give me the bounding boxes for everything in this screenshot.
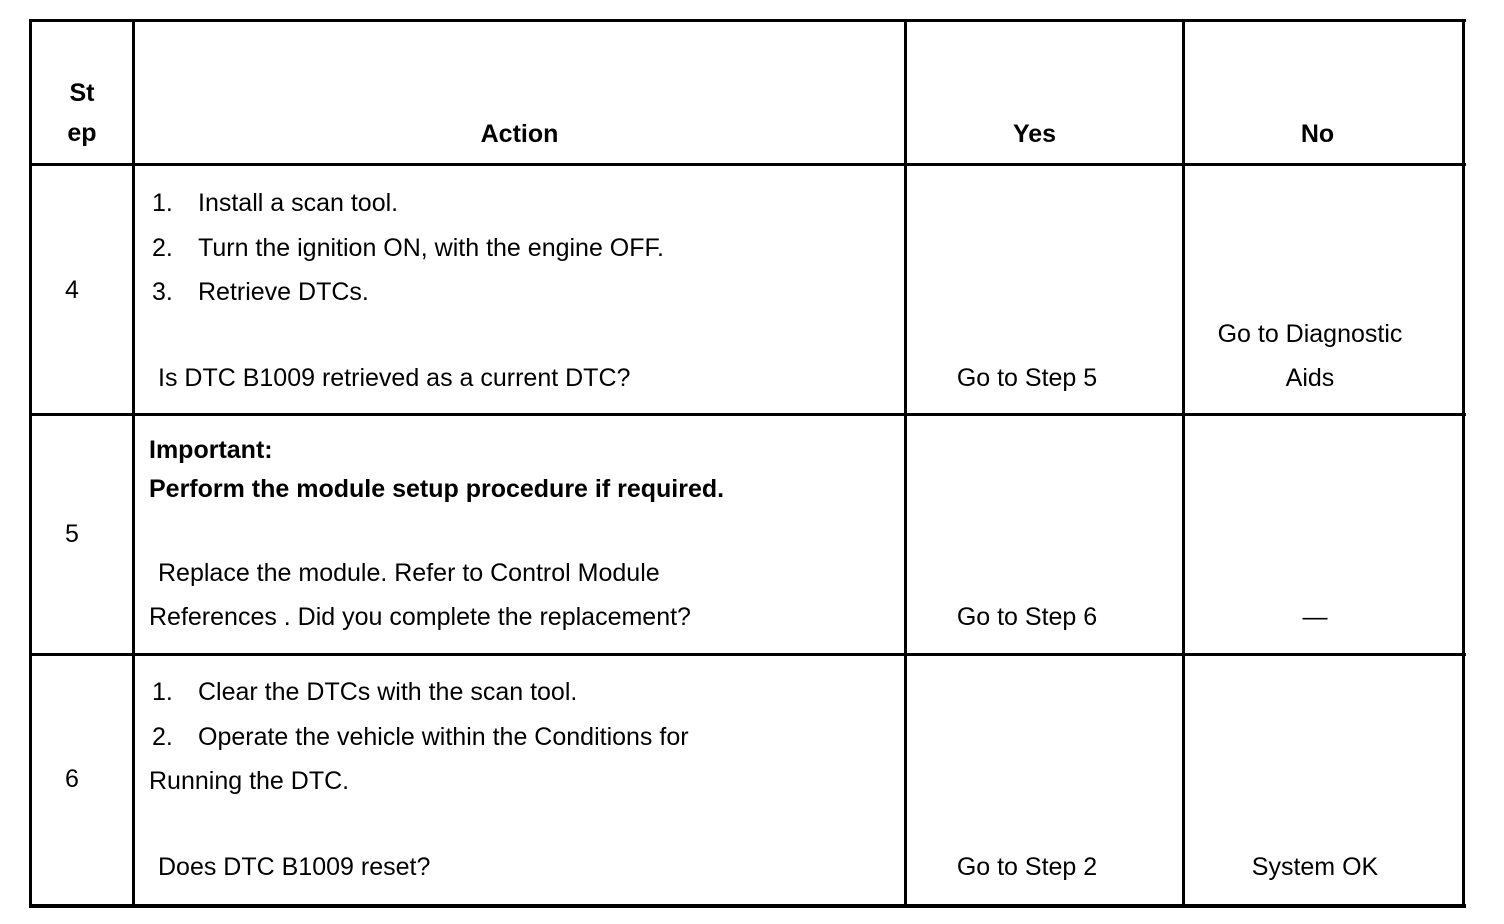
- important-label: Important:: [149, 436, 273, 464]
- list-text: Clear the DTCs with the scan tool.: [198, 678, 578, 706]
- column-divider: [904, 19, 907, 908]
- header-no: No: [1300, 120, 1335, 148]
- list-item: [152, 233, 664, 263]
- list-number: 1.: [152, 678, 173, 706]
- list-number: 1.: [152, 189, 173, 217]
- row-divider: [29, 653, 1466, 656]
- important-text: Perform the module setup procedure if required.: [149, 475, 725, 503]
- yes-action: Go to Step 5: [956, 364, 1098, 392]
- question-text: Is DTC B1009 retrieved as a current DTC?: [158, 364, 631, 392]
- list-item: [152, 188, 398, 218]
- list-number: 3.: [152, 278, 173, 306]
- diagnostic-table: [29, 19, 1466, 909]
- no-action: —: [1302, 603, 1328, 631]
- list-text: Install a scan tool.: [198, 189, 399, 217]
- no-action-line1: Go to Diagnostic: [1217, 320, 1403, 348]
- yes-action: Go to Step 2: [956, 853, 1098, 881]
- column-divider: [1182, 19, 1185, 908]
- list-text: Turn the ignition ON, with the engine OFF.: [198, 234, 664, 262]
- list-item: [152, 677, 577, 707]
- list-text: Retrieve DTCs.: [198, 278, 369, 306]
- step-number: 4: [65, 276, 79, 304]
- table-border-right: [1462, 19, 1465, 908]
- instruction-line: References . Did you complete the replacement?: [149, 603, 691, 631]
- yes-action: Go to Step 6: [956, 603, 1098, 631]
- list-continuation: Running the DTC.: [149, 767, 350, 795]
- step-number: 5: [65, 520, 79, 548]
- column-divider: [132, 19, 135, 908]
- row-divider: [29, 413, 1466, 416]
- header-divider: [29, 163, 1466, 166]
- header-action: Action: [480, 120, 559, 148]
- list-text: Operate the vehicle within the Conditions for: [198, 723, 689, 751]
- list-number: 2.: [152, 234, 173, 262]
- list-number: 2.: [152, 723, 173, 751]
- no-action-line2: Aids: [1285, 364, 1335, 392]
- list-item: [152, 277, 369, 307]
- table-border-top: [29, 19, 1466, 22]
- table-border-bottom: [29, 904, 1466, 908]
- header-step-line1: St: [69, 79, 95, 107]
- header-step: [32, 78, 132, 148]
- instruction-line: Replace the module. Refer to Control Module: [158, 559, 660, 587]
- no-action: [1185, 319, 1435, 393]
- header-yes: Yes: [1012, 120, 1057, 148]
- no-action: System OK: [1251, 853, 1379, 881]
- step-number: 6: [65, 765, 79, 793]
- question-text: Does DTC B1009 reset?: [158, 853, 431, 881]
- list-item: [152, 722, 689, 752]
- header-step-line2: ep: [67, 119, 97, 147]
